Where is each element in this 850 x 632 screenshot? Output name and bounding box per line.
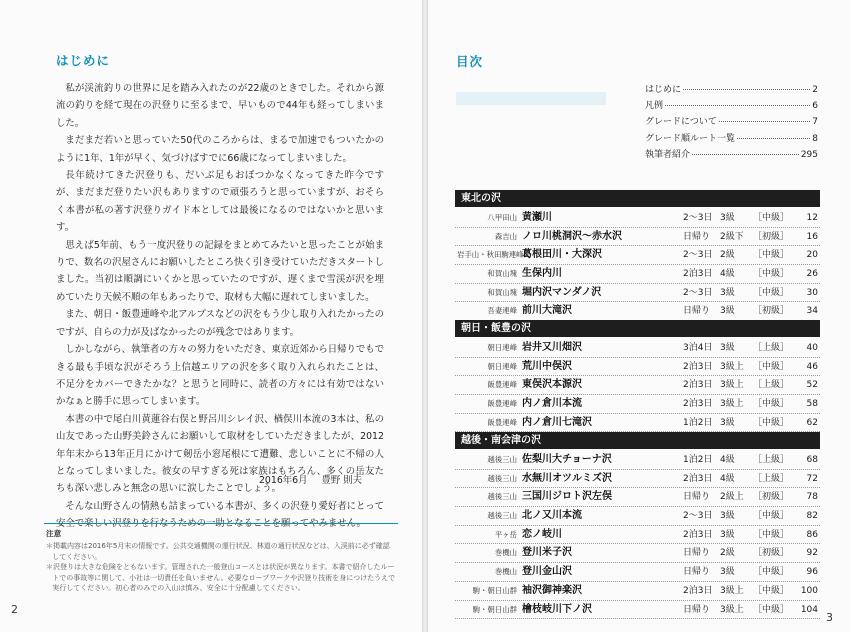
route-mountain: 飯豊連峰: [487, 380, 517, 390]
route-row[interactable]: [455, 246, 820, 265]
route-name: 岩井又川畑沢: [522, 342, 582, 353]
route-row[interactable]: [455, 228, 820, 247]
route-page: 16: [806, 231, 818, 242]
route-name: 恋ノ岐川: [522, 528, 562, 540]
route-name: 東俣沢本源沢: [522, 379, 582, 391]
route-level: ［中級］: [753, 567, 790, 578]
intro-body: [56, 80, 384, 533]
toc-front-page: 7: [812, 117, 818, 128]
route-name: 三国川ジロト沢左俣: [522, 491, 612, 503]
toc-front-item[interactable]: [645, 147, 818, 163]
notes-divider: [44, 523, 398, 524]
route-row[interactable]: [455, 488, 820, 507]
route-duration: 2泊3日: [683, 269, 713, 280]
route-row[interactable]: [455, 265, 820, 284]
route-mountain: 飯豊連峰: [487, 399, 517, 409]
route-row[interactable]: [455, 302, 820, 321]
region-heading: 越後・南会津の沢: [455, 432, 820, 449]
route-row[interactable]: [455, 582, 820, 601]
route-grade: 2級上: [720, 492, 744, 503]
route-grade: 3級: [720, 343, 735, 353]
route-page: 82: [806, 511, 818, 522]
route-page: 40: [806, 343, 818, 353]
route-row[interactable]: [455, 451, 820, 470]
route-level: ［中級］: [753, 250, 790, 261]
route-mountain: 駒・朝日山群: [472, 604, 517, 614]
route-mountain: 平ヶ岳: [494, 529, 517, 539]
route-name: 黄瀬川: [522, 212, 552, 223]
route-name: 登川金山沢: [522, 566, 572, 578]
route-duration: 1泊2日: [683, 455, 713, 465]
route-name: 荒川中俣沢: [522, 360, 572, 372]
intro-paragraph: そんな山野さんの情熱も詰まっている本書が、多くの沢登り愛好者にとって: [65, 500, 384, 512]
page-number-left: 2: [11, 603, 18, 616]
route-grade: 2級: [720, 548, 735, 559]
route-page: 78: [806, 492, 818, 503]
route-grade: 3級: [720, 417, 735, 428]
route-mountain: 巻機山: [494, 548, 517, 558]
route-grade: 3級上: [720, 380, 744, 391]
route-level: ［上級］: [753, 455, 790, 465]
region-heading: 東北の沢: [455, 190, 820, 207]
route-row[interactable]: [455, 284, 820, 303]
route-mountain: 吾妻連峰: [487, 306, 517, 316]
toc-front-item[interactable]: [645, 82, 818, 98]
route-row[interactable]: [455, 339, 820, 358]
route-level: ［上級］: [753, 343, 790, 353]
route-duration: 2泊3日: [683, 585, 713, 596]
route-grade: 3級上: [720, 399, 744, 410]
route-row[interactable]: [455, 395, 820, 414]
route-page: 46: [806, 361, 818, 372]
route-page: 72: [806, 473, 818, 484]
route-page: 86: [806, 529, 818, 540]
notes-heading: 注意: [46, 529, 62, 538]
route-page: 96: [806, 567, 818, 578]
region-heading: 朝日・飯豊の沢: [455, 320, 820, 337]
route-grade: 4級: [720, 269, 735, 280]
route-page: 58: [806, 399, 818, 410]
route-grade: 4級: [720, 473, 735, 484]
route-grade: 3級: [720, 306, 735, 317]
intro-paragraph: しかしながら、執筆者の方々の努力をいただき、東京近郊から日帰りでもできる最も手頃な沢がそろう上信越エリアの沢を多く取り入れられたことは、不足分をカバーできたかな？と思うと同時に、読者の方々には有効ではないかなぁと勝手に思ってしまいます。: [56, 344, 384, 408]
route-mountain: 岩手山・秋田駒連峰: [457, 250, 524, 260]
route-row[interactable]: [455, 507, 820, 526]
route-level: ［中級］: [753, 604, 790, 615]
route-page: 100: [800, 585, 818, 596]
route-name: 登川米子沢: [522, 547, 572, 559]
route-grade: 3級: [720, 287, 735, 298]
route-mountain: 越後三山: [487, 492, 517, 502]
route-duration: 1泊2日: [683, 417, 713, 428]
route-duration: 日帰り: [683, 548, 711, 559]
toc-front-item[interactable]: [645, 114, 818, 130]
route-level: ［中級］: [753, 287, 790, 298]
route-duration: 2～3日: [683, 213, 713, 223]
route-name: 檜枝岐川下ノ沢: [522, 603, 592, 615]
route-duration: 2泊3日: [683, 473, 713, 484]
note-item: ＊掲載内容は2016年5月末の情報です。公共交通機関の運行状況、林道の通行状況などは、入渓前に必ず確認してください。: [46, 542, 390, 561]
route-duration: 日帰り: [683, 492, 711, 503]
route-page: 34: [806, 306, 818, 317]
toc-front-label: 執筆者紹介: [645, 149, 691, 160]
note-item: ＊沢登りは大きな危険をともないます。管理された一般登山コースとは状況が異なります。本書で紹介したルートでの事故等に関して、小社は一切責任を負いません。必要なロープワークや沢登り技術を身につけたうえで実行してください。初心者のみでの入山は慎み、安全に十分配慮してください。: [46, 563, 396, 593]
intro-paragraph: 本書の中で尾白川黄蓮谷右俣と野呂川シレイ沢、楢俣川本流の3本は、私の山友であった山野美鈴さんにお願いして取材をしていただきましたが、2012年年末から13年正月にかけて剱岳小窓尾根にて遭難、悲しいことに不帰の人となってしまいました。彼女の早すぎる死は家族はもちろん、多くの岳友たちも深い悲しみと無念の思いに涙したことでしょう。: [56, 413, 384, 495]
route-page: 92: [806, 548, 818, 559]
toc-front-page: 8: [812, 133, 818, 144]
route-mountain: 越後三山: [487, 455, 517, 464]
route-level: ［中級］: [753, 269, 790, 280]
route-level: ［初級］: [753, 548, 790, 559]
route-name: 袖沢御神楽沢: [522, 584, 582, 596]
route-grade: 3級: [720, 213, 735, 223]
signature-author: 豊野 則夫: [321, 475, 362, 486]
toc-front-page: 6: [812, 101, 818, 112]
route-grade: 3級上: [720, 604, 744, 615]
route-row[interactable]: [455, 376, 820, 395]
route-page: 62: [806, 417, 818, 428]
toc-front-label: グレードについて: [645, 117, 717, 128]
route-mountain: 森吉山: [494, 231, 517, 241]
route-grade: 3級: [720, 511, 735, 522]
route-mountain: 八甲田山: [487, 213, 517, 222]
route-row[interactable]: [455, 563, 820, 582]
toc-front-page: 2: [812, 85, 818, 95]
route-mountain: 越後三山: [487, 511, 517, 521]
region-route-list: [455, 209, 820, 321]
toc-front-label: はじめに: [645, 85, 682, 95]
route-row[interactable]: [455, 601, 820, 620]
route-level: ［上級］: [753, 380, 790, 391]
toc-front-item[interactable]: [645, 131, 818, 147]
route-page: 20: [806, 250, 818, 261]
route-duration: 2～3日: [683, 287, 713, 298]
route-duration: 2泊3日: [683, 380, 713, 391]
route-duration: 2泊3日: [683, 529, 713, 540]
route-grade: 3級上: [720, 585, 744, 596]
toc-title: 目次: [456, 54, 484, 69]
route-mountain: 越後三山: [487, 473, 517, 483]
route-level: ［中級］: [753, 361, 790, 372]
route-duration: 2～3日: [683, 511, 713, 522]
route-grade: 2級下: [720, 231, 744, 242]
route-row[interactable]: [455, 358, 820, 377]
dot-leader: [692, 154, 799, 155]
signature-date: 2016年6月: [258, 475, 308, 486]
route-level: ［初級］: [753, 492, 790, 503]
route-level: ［中級］: [753, 529, 790, 540]
route-name: 前川大滝沢: [522, 305, 572, 317]
route-name: 水無川オツルミズ沢: [522, 472, 612, 484]
route-duration: 日帰り: [683, 567, 711, 578]
route-grade: 2級: [720, 250, 735, 261]
route-mountain: 巻機山: [494, 567, 517, 577]
route-name: 内ノ倉川七滝沢: [522, 416, 592, 428]
dot-leader: [665, 105, 810, 106]
route-duration: 2～3日: [683, 250, 713, 261]
intro-title: はじめに: [56, 53, 111, 68]
route-name: 堀内沢マンダノ沢: [522, 286, 602, 298]
intro-paragraph: 私が渓流釣りの世界に足を踏み入れたのが22歳のときでした。それから源流の釣りを経て現在の沢登りに至るまで、早いもので44年も経ってしまいました。: [56, 83, 384, 129]
front-matter-list: [645, 82, 818, 163]
route-page: 12: [806, 213, 818, 223]
route-grade: 3級上: [720, 361, 744, 372]
route-duration: 日帰り: [683, 604, 711, 615]
route-row[interactable]: [455, 470, 820, 489]
route-level: ［初級］: [753, 306, 790, 317]
route-mountain: 朝日連峰: [487, 361, 517, 371]
route-name: ノロ川桃洞沢～赤水沢: [522, 230, 622, 242]
route-level: ［中級］: [753, 585, 790, 596]
route-row[interactable]: [455, 209, 820, 228]
route-mountain: 駒・朝日山群: [472, 585, 517, 595]
toc-front-item[interactable]: [645, 98, 818, 114]
route-page: 52: [806, 380, 818, 391]
route-level: ［初級］: [753, 231, 790, 242]
intro-paragraph: また、朝日・飯豊連峰や北アルプスなどの沢をもう少し取り入れたかったのですが、自らの力が及ばなかったのが残念ではあります。: [56, 309, 384, 338]
route-row[interactable]: [455, 544, 820, 563]
route-name: 北ノ又川本流: [522, 510, 582, 522]
route-page: 26: [806, 269, 818, 280]
notes-body: [46, 541, 396, 594]
route-level: ［中級］: [753, 399, 790, 410]
route-page: 30: [806, 287, 818, 298]
toc-front-page: 295: [800, 149, 818, 160]
toc-front-label: 凡例: [645, 101, 664, 112]
dot-leader: [719, 121, 810, 122]
route-level: ［上級］: [753, 473, 790, 484]
route-grade: 3級: [720, 567, 735, 578]
intro-paragraph: まだまだ若いと思っていた50代のころからは、まるで加速でもついたかのように1年、1年が早く、気づけばすでに66歳になってしまいました。: [56, 135, 384, 164]
book-gutter: [422, 0, 428, 632]
dot-leader: [737, 138, 810, 139]
route-mountain: 飯豊連峰: [487, 417, 517, 427]
route-duration: 日帰り: [683, 231, 711, 242]
route-row[interactable]: [455, 414, 820, 433]
route-duration: 3泊4日: [683, 343, 713, 353]
intro-paragraph: 思えば5年前、もう一度沢登りの記録をまとめてみたいと思ったことが始まりで、数名の沢屋さんにお願いしたところ快く引き受けていただきスタートしました。当初は順調にいくかと思っていたのですが、遅くまで雪渓が沢を埋めていたり天候不順の年もあったりで、取材も大幅に遅れてしまいました。: [56, 239, 384, 303]
route-mountain: 和賀山塊: [487, 269, 517, 279]
route-mountain: 朝日連峰: [487, 343, 517, 352]
route-level: ［中級］: [753, 213, 790, 223]
route-duration: 2泊3日: [683, 399, 713, 410]
intro-paragraph: 長年続けてきた沢登りも、だいぶ足もおぼつかなくなってきた昨今ですが、まだまだ登りたい沢もありますので頑張ろうと思っていますが、おそらく本書が私の著す沢登りガイド本としては最後になるのではないかと思います。: [56, 170, 384, 234]
route-duration: 日帰り: [683, 306, 711, 317]
route-name: 内ノ倉川本流: [522, 398, 582, 410]
route-row[interactable]: [455, 526, 820, 545]
region-route-list: [455, 451, 820, 619]
route-name: 生保内川: [522, 268, 562, 280]
route-page: 104: [800, 604, 818, 615]
route-level: ［中級］: [753, 417, 790, 428]
route-grade: 4級: [720, 455, 735, 465]
route-name: 佐梨川大チョーナ沢: [522, 454, 612, 465]
dot-leader: [683, 89, 810, 90]
region-route-list: [455, 339, 820, 432]
route-page: 68: [806, 455, 818, 465]
route-duration: 2泊3日: [683, 361, 713, 372]
toc-highlight-band: [456, 92, 606, 105]
toc-front-label: グレード順ルート一覧: [645, 133, 736, 144]
route-level: ［中級］: [753, 511, 790, 522]
route-mountain: 和賀山塊: [487, 287, 517, 297]
signature: [56, 472, 362, 486]
page-number-right: 3: [826, 611, 833, 624]
route-name: 葛根田川・大深沢: [522, 249, 602, 261]
route-grade: 3級: [720, 529, 735, 540]
